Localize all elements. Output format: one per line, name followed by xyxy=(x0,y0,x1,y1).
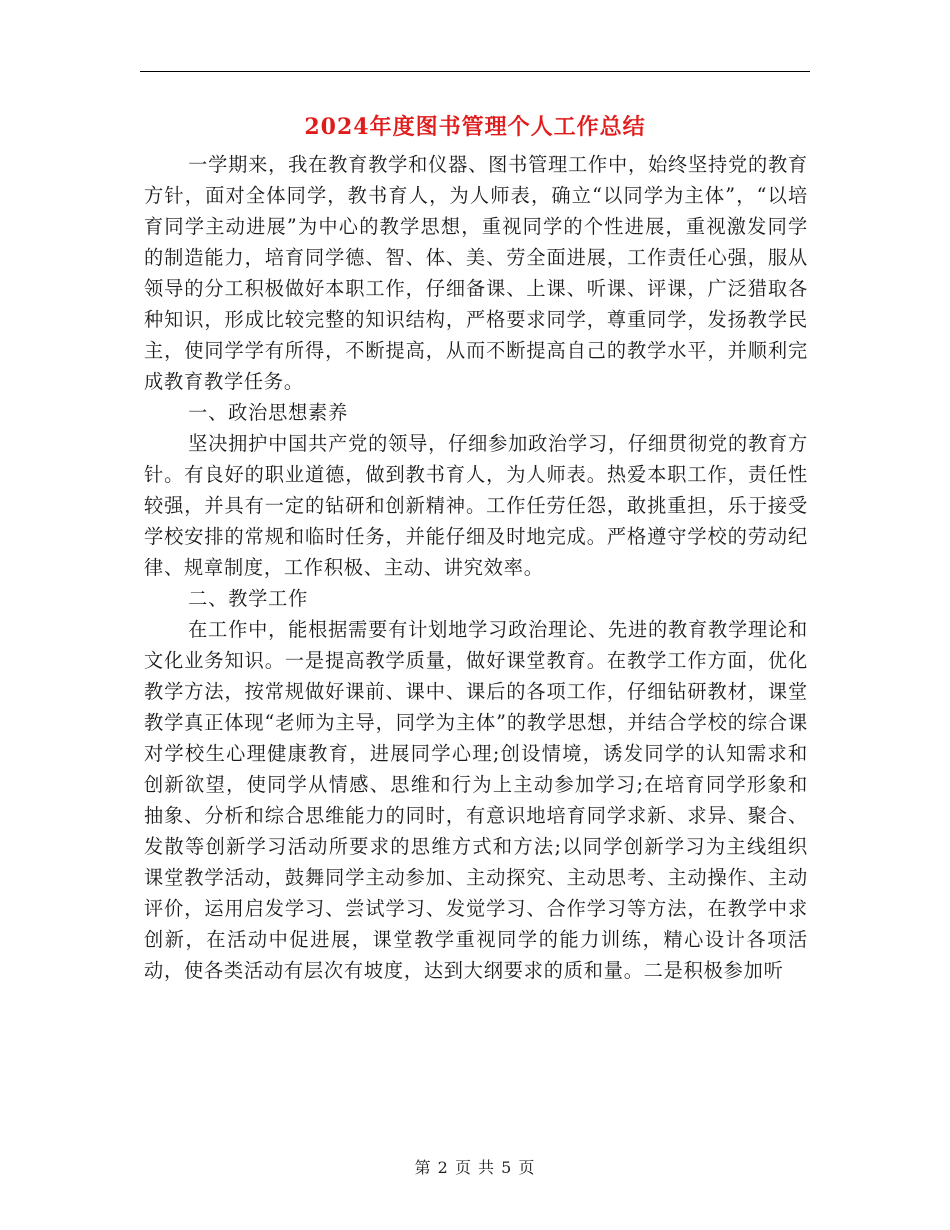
header-rule xyxy=(140,71,810,72)
paragraph-teaching: 在工作中，能根据需要有计划地学习政治理论、先进的教育教学理论和文化业务知识。一是提高教学质量，做好课堂教育。在教学工作方面，优化教学方法，按常规做好课前、课中、课后的各项工作，仔细钻研教材，课堂教学真正体现“老师为主导，同学为主体”的教学思想，并结合学校的综合课对学校生心理健康教育，进展同学心理;创设情境，诱发同学的认知需求和创新欲望，使同学从情感、思维和行为上主动参加学习;在培育同学形象和抽象、分析和综合思维能力的同时，有意识地培育同学求新、求异、聚合、发散等创新学习活动所要求的思维方式和方法;以同学创新学习为主线组织课堂教学活动，鼓舞同学主动参加、主动探究、主动思考、主动操作、主动评价，运用启发学习、尝试学习、发觉学习、合作学习等方法，在教学中求创新，在活动中促进展，课堂教学重视同学的能力训练，精心设计各项活动，使各类活动有层次有坡度，达到大纲要求的质和量。二是积极参加听 xyxy=(144,618,808,982)
section-heading-teaching: 二、教学工作 xyxy=(188,587,309,610)
page-number-footer: 第 2 页 共 5 页 xyxy=(414,1158,536,1177)
paragraph-intro: 一学期来，我在教育教学和仪器、图书管理工作中，始终坚持党的教育方针，面对全体同学，教书育人，为人师表，确立“以同学为主体”，“以培育同学主动进展”为中心的教学思想，重视同学的个性进展，重视激发同学的制造能力，培育同学德、智、体、美、劳全面进展，工作责任心强，服从领导的分工积极做好本职工作，仔细备课、上课、听课、评课，广泛猎取各种知识，形成比较完整的知识结构，严格要求同学，尊重同学，发扬教学民主，使同学学有所得，不断提高，从而不断提高自己的教学水平，并顺利完成教育教学任务。 xyxy=(144,153,808,393)
document-title: 2024年度图书管理个人工作总结 xyxy=(304,114,646,140)
document-body xyxy=(144,149,808,986)
section-heading-political: 一、政治思想素养 xyxy=(188,401,349,424)
paragraph-political: 坚决拥护中国共产党的领导，仔细参加政治学习，仔细贯彻党的教育方针。有良好的职业道德，做到教书育人，为人师表。热爱本职工作，责任性较强，并具有一定的钻研和创新精神。工作任劳任怨，敢挑重担，乐于接受学校安排的常规和临时任务，并能仔细及时地完成。严格遵守学校的劳动纪律、规章制度，工作积极、主动、讲究效率。 xyxy=(144,432,808,579)
